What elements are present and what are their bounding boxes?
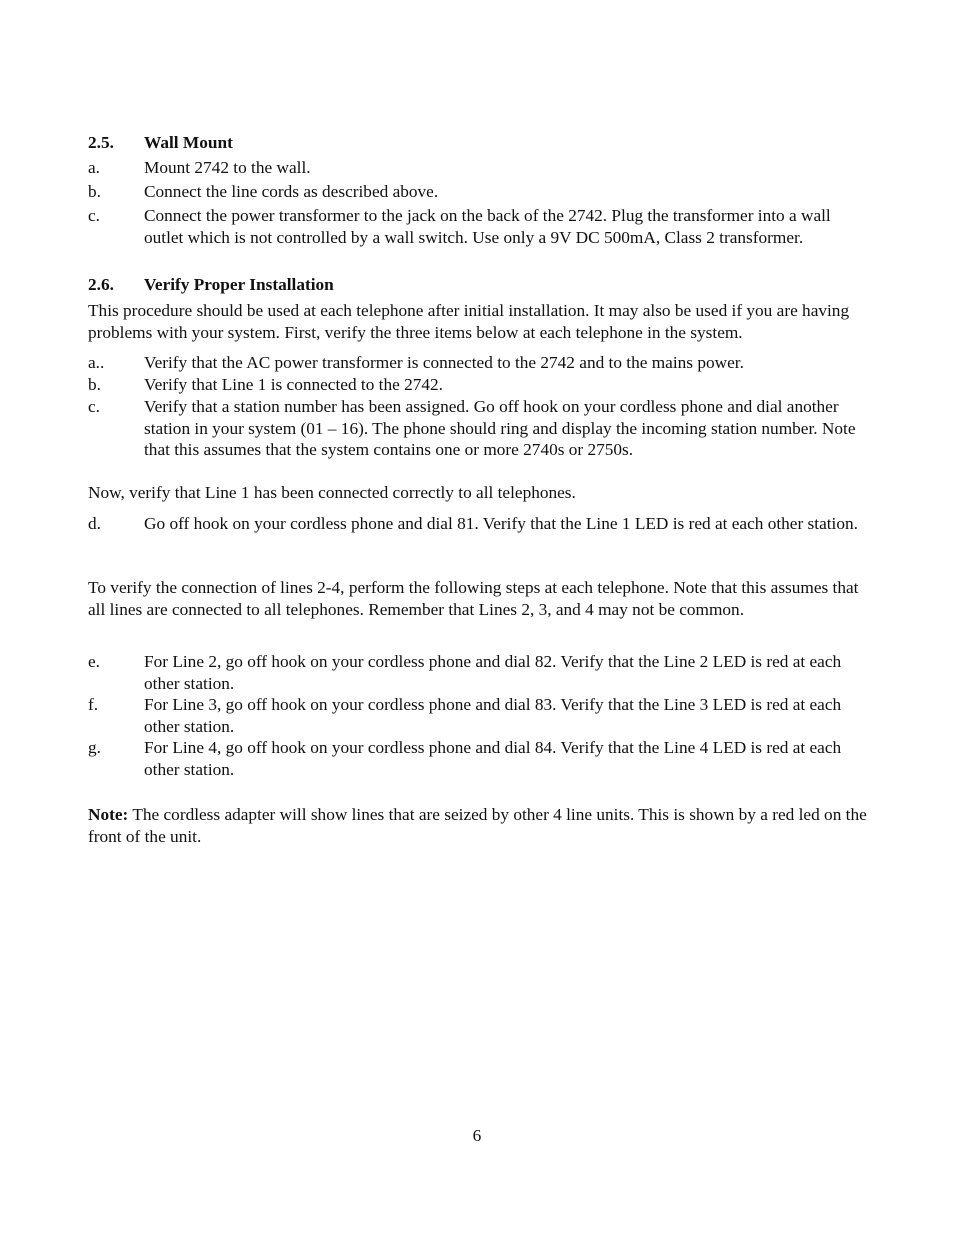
list-item-label: b.	[88, 182, 101, 201]
note-label: Note:	[88, 805, 129, 824]
list-item-text: For Line 2, go off hook on your cordless phone and dial 82. Verify that the Line 2 LED is red at each other station.	[144, 652, 842, 693]
list-item-label: b.	[88, 375, 101, 394]
list-item-text: Connect the power transformer to the jack on the back of the 2742. Plug the transformer into a wall outlet which is not controlled by a wall switch. Use only a 9V DC 500mA, Class 2 transformer.	[144, 206, 831, 247]
list-item-label: f.	[88, 695, 99, 714]
section-2-6-number: 2.6.	[88, 275, 114, 294]
section-2-6-intro: This procedure should be used at each telephone after initial installation. It may also be used if you are having problems with your system. First, verify the three items below at each telephone in the system.	[88, 301, 850, 342]
list-item-text: For Line 3, go off hook on your cordless phone and dial 83. Verify that the Line 3 LED is red at each other station.	[144, 695, 842, 736]
list-item-text: Verify that Line 1 is connected to the 2742.	[144, 375, 443, 394]
list-item-label: g.	[88, 738, 101, 757]
list-item-label: d.	[88, 514, 101, 533]
list-item-label: a..	[88, 353, 105, 372]
list-item-label: a.	[88, 158, 100, 177]
list-item-label: c.	[88, 397, 100, 416]
note-text: The cordless adapter will show lines that are seized by other 4 line units. This is shown by a red led on the front of the unit.	[88, 805, 867, 846]
lines-2-4-intro: To verify the connection of lines 2-4, perform the following steps at each telephone. Note that this assumes that all lines are connected to all telephones. Remember that Lines 2, 3, and 4 may not be common.	[88, 578, 859, 619]
section-2-5-number: 2.5.	[88, 133, 114, 152]
section-2-5-title: Wall Mount	[144, 133, 233, 152]
list-item-text: Go off hook on your cordless phone and dial 81. Verify that the Line 1 LED is red at each other station.	[144, 514, 858, 533]
list-item-text: Verify that the AC power transformer is connected to the 2742 and to the mains power.	[144, 353, 744, 372]
list-item-text: Mount 2742 to the wall.	[144, 158, 311, 177]
list-item-text: Connect the line cords as described above.	[144, 182, 439, 201]
line-1-intro: Now, verify that Line 1 has been connected correctly to all telephones.	[88, 483, 576, 502]
list-item-label: e.	[88, 652, 100, 671]
list-item-text: Verify that a station number has been assigned. Go off hook on your cordless phone and dial another station in your system (01 – 16). The phone should ring and display the incoming station number. Note that this assumes that the system contains one or more 2740s or 2750s.	[144, 397, 856, 460]
page-number: 6	[472, 1126, 482, 1145]
list-item-text: For Line 4, go off hook on your cordless phone and dial 84. Verify that the Line 4 LED is red at each other station.	[144, 738, 842, 779]
list-item-label: c.	[88, 206, 100, 225]
section-2-6-title: Verify Proper Installation	[144, 275, 334, 294]
note-paragraph	[88, 804, 872, 847]
